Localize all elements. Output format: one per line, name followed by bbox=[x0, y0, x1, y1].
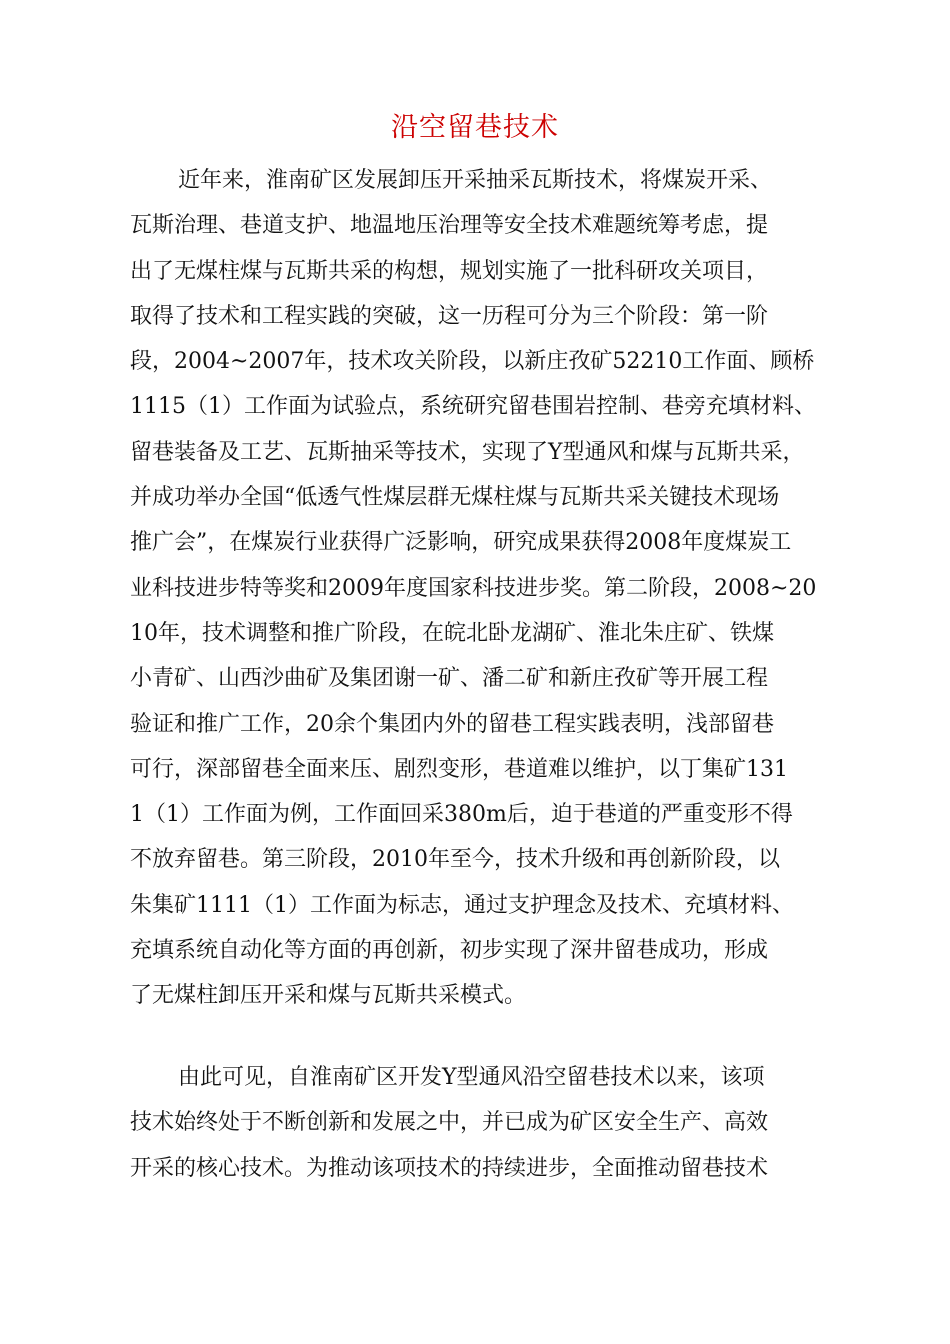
paragraph-1 bbox=[130, 158, 835, 1019]
text-line: 技术始终处于不断创新和发展之中，并已成为矿区安全生产、高效 bbox=[130, 1110, 769, 1136]
text-line: 了无煤柱卸压开采和煤与瓦斯共采模式。 bbox=[130, 983, 527, 1009]
paragraph-2 bbox=[130, 1055, 835, 1191]
text-line: 取得了技术和工程实践的突破，这一历程可分为三个阶段：第一阶 bbox=[130, 303, 769, 329]
text-line: 小青矿、山西沙曲矿及集团谢一矿、潘二矿和新庄孜矿等开展工程 bbox=[130, 666, 769, 692]
document-title: 沿空留巷技术 bbox=[391, 112, 559, 143]
text-line: 由此可见，自淮南矿区开发Y型通风沿空留巷技术以来，该项 bbox=[178, 1065, 765, 1090]
text-line: 留巷装备及工艺、瓦斯抽采等技术，实现了Y型通风和煤与瓦斯共采， bbox=[130, 439, 805, 465]
text-line: 10年，技术调整和推广阶段，在皖北卧龙湖矿、淮北朱庄矿、铁煤 bbox=[130, 620, 774, 646]
text-line: 1（1）工作面为例，工作面回采380m后，迫于巷道的严重变形不得 bbox=[130, 802, 793, 828]
text-line: 并成功举办全国“低透气性煤层群无煤柱煤与瓦斯共采关键技术现场 bbox=[130, 485, 780, 511]
text-line: 瓦斯治理、巷道支护、地温地压治理等安全技术难题统筹考虑，提 bbox=[130, 213, 769, 239]
text-line: 开采的核心技术。为推动该项技术的持续进步，全面推动留巷技术 bbox=[130, 1155, 769, 1181]
text-line: 推广会”，在煤炭行业获得广泛影响，研究成果获得2008年度煤炭工 bbox=[130, 530, 792, 556]
text-line: 不放弃留巷。第三阶段，2010年至今，技术升级和再创新阶段，以 bbox=[130, 847, 780, 873]
text-line: 出了无煤柱煤与瓦斯共采的构想，规划实施了一批科研攻关项目， bbox=[130, 258, 769, 284]
text-line: 1115（1）工作面为试验点，系统研究留巷围岩控制、巷旁充填材料、 bbox=[130, 394, 816, 420]
text-line: 朱集矿1111（1）工作面为标志，通过支护理念及技术、充填材料、 bbox=[130, 892, 794, 918]
text-line: 近年来，淮南矿区发展卸压开采抽采瓦斯技术，将煤炭开采、 bbox=[178, 168, 773, 193]
text-line: 充填系统自动化等方面的再创新，初步实现了深井留巷成功，形成 bbox=[130, 938, 769, 964]
text-line: 段，2004~2007年，技术攻关阶段，以新庄孜矿52210工作面、顾桥 bbox=[130, 349, 815, 375]
text-line: 可行，深部留巷全面来压、剧烈变形，巷道难以维护，以丁集矿131 bbox=[130, 756, 788, 782]
text-line: 验证和推广工作，20余个集团内外的留巷工程实践表明，浅部留巷 bbox=[130, 711, 774, 737]
text-line: 业科技进步特等奖和2009年度国家科技进步奖。第二阶段，2008~20 bbox=[130, 575, 817, 601]
